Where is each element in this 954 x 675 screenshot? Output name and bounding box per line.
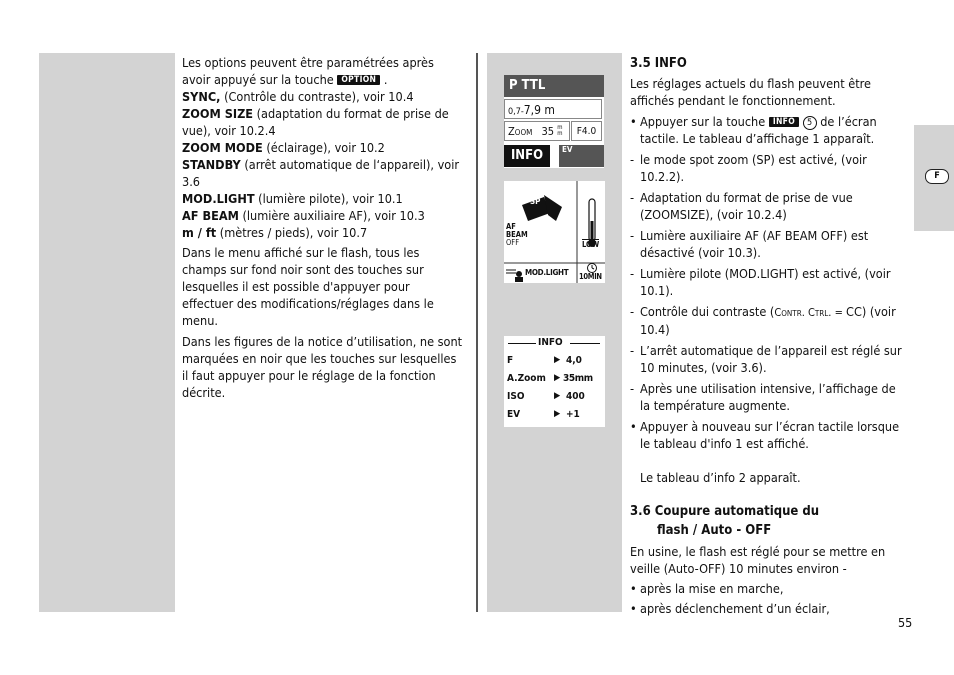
range-value: 7,9 m [523, 103, 555, 117]
side-tab-language [925, 169, 949, 184]
arrow-right-icon: ▶ [554, 373, 561, 383]
dash-item: - Lumière pilote (MOD.LIGHT) est activé, (voir 10.1). [630, 266, 891, 298]
section-heading-3-6: 3.6 Coupure automatique du flash / Auto - OFF [630, 504, 820, 538]
option-item: ZOOM SIZE (adaptation du format de prise de vue), voir 10.2.4 [182, 106, 449, 138]
option-item: SYNC, (Contrôle du contraste), voir 10.4 [182, 89, 414, 104]
right-text-column [630, 55, 908, 617]
column-divider [476, 53, 478, 612]
left-margin-band [39, 53, 175, 612]
info-2-result: Le tableau d’info 2 apparaît. [640, 470, 801, 485]
arrow-right-icon: ▶ [554, 355, 561, 365]
page-number: 55 [898, 615, 913, 630]
side-tab-label: F [934, 171, 940, 181]
mode-bar [504, 75, 604, 97]
mod-light-label: MOD.LIGHT [525, 268, 569, 277]
ev-button[interactable]: EV [559, 145, 604, 167]
dash-item: - Après une utilisation intensive, l’affichage de la température augmente. [630, 381, 896, 413]
af-beam-off-label: AF BEAM OFF [506, 222, 528, 247]
dash-item: - Adaptation du format de prise de vue (ZOOMSIZE), (voir 10.2.4) [630, 190, 853, 222]
section-heading-3-5: 3.5 INFO [630, 56, 687, 71]
range-field: 0,7-7,9 m [504, 99, 602, 119]
arrow-right-icon: ▶ [554, 409, 561, 419]
number-5-badge: 5 [803, 116, 817, 130]
bullet-press-again: • Appuyer à nouveau sur l’écran tactile lorsque le tableau d'info 1 est affiché. [630, 419, 900, 451]
arrow-right-icon: ▶ [554, 391, 561, 401]
spot-zoom-icon [522, 195, 562, 221]
info-intro: Les réglages actuels du flash peuvent être affichés pendant le fonctionnement. [630, 76, 872, 108]
option-item: AF BEAM (lumière auxiliaire AF), voir 10.3 [182, 208, 425, 223]
dash-item: - le mode spot zoom (SP) est activé, (voir 10.2.2). [630, 152, 867, 184]
info-row-f: F ▶ 4,0 [507, 355, 582, 366]
low-label: LOW [582, 240, 600, 249]
info-display-1 [504, 181, 605, 283]
option-item: STANDBY (arrêt automatique de l‘appareil), voir 3.6 [182, 157, 460, 189]
sp-label: SP [530, 197, 541, 206]
option-key: OPTION [337, 75, 380, 85]
aperture-value: F4.0 [576, 126, 597, 137]
options-intro: Les options peuvent être paramétrées après avoir appuyé sur la touche OPTION . [182, 55, 434, 87]
zoom-value: 35 [541, 125, 555, 138]
option-item: MOD.LIGHT (lumière pilote), voir 10.1 [182, 191, 403, 206]
option-item: m / ft (mètres / pieds), voir 10.7 [182, 225, 368, 240]
info-row-zoom: A.Zoom ▶ 35mm [507, 373, 593, 384]
left-text-column [182, 54, 464, 401]
info-button[interactable]: INFO [504, 145, 550, 167]
bullet-press-info: • Appuyer sur la touche INFO 5 de l’écran tactile. Le tableau d’affichage 1 apparaît. [630, 114, 877, 146]
info-row-ev: EV ▶ +1 [507, 409, 580, 420]
auto-off-intro: En usine, le flash est réglé pour se mettre en veille (Auto-OFF) 10 minutes environ - [630, 544, 886, 576]
figures-paragraph: Dans les figures de la notice d’utilisation, ne sont marquées en noir que les touches sur lesquelles il faut appuyer pour le réglage de la fonction décrite. [182, 334, 463, 400]
dash-item: - Lumière auxiliaire AF (AF BEAM OFF) est désactivé (voir 10.3). [630, 228, 869, 260]
mode-label: P TTL [509, 78, 546, 93]
bullet-after-power-on: • après la mise en marche, [630, 581, 784, 596]
info-display-2 [504, 336, 605, 427]
aperture-field [571, 121, 602, 141]
timer-label: 10MIN [579, 272, 602, 281]
option-item: ZOOM MODE (éclairage), voir 10.2 [182, 140, 385, 155]
mod-light-icon [506, 270, 523, 282]
flash-display-screen [504, 75, 604, 168]
menu-paragraph: Dans le menu affiché sur le flash, tous les champs sur fond noir sont des touches sur lesquelles il est possible d'appuyer pour effectuer des modifications/réglages dans le menu. [182, 245, 434, 328]
dash-item: - Contrôle dui contraste (Contr. Ctrl. = CC) (voir 10.4) [630, 304, 896, 337]
info-table-title-row [504, 336, 605, 352]
info-key: INFO [769, 117, 799, 127]
info-table-title: INFO [538, 337, 563, 348]
bullet-after-flash: • après déclenchement d’un éclair, [630, 601, 830, 616]
info-row-iso: ISO ▶ 400 [507, 391, 585, 402]
dash-item: - L’arrêt automatique de l’appareil est réglé sur 10 minutes, (voir 3.6). [630, 343, 902, 375]
zoom-field: Zoom 35 m m [504, 121, 570, 141]
